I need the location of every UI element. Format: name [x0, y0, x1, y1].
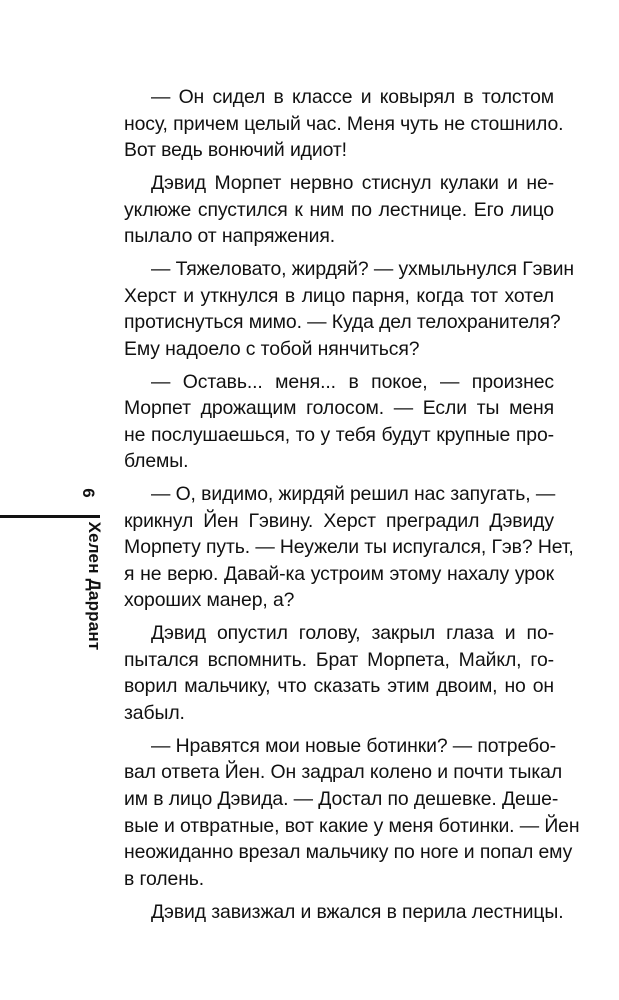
paragraph — [124, 170, 554, 250]
text-line: пытался вспомнить. Брат Морпета, Майкл, го- — [124, 648, 554, 671]
text-line: — Оставь... меня... в покое, — произнес — [151, 370, 554, 393]
text-line: забыл. — [124, 702, 185, 724]
text-line: им в лицо Дэвида. — Достал по дешевке. Деше- — [124, 787, 559, 810]
text-line: я не верю. Давай-ка устроим этому нахалу урок — [124, 562, 554, 585]
text-line: блемы. — [124, 450, 189, 473]
text-line: носу, причем целый час. Меня чуть не стошнило. — [124, 112, 564, 135]
page-number: 6 — [79, 488, 98, 498]
body-text — [124, 84, 580, 931]
running-head-author: Хелен Даррант — [85, 521, 104, 651]
text-line: — Тяжеловато, жирдяй? — ухмыльнулся Гэвин — [151, 257, 574, 280]
text-line: Дэвид опустил голову, закрыл глаза и по- — [151, 622, 554, 645]
paragraph — [124, 369, 554, 475]
text-line: вал ответа Йен. Он задрал колено и почти тыкал — [124, 761, 563, 784]
text-line: не послушаешься, то у тебя будут крупные про- — [124, 423, 554, 446]
text-line: пылало от напряжения. — [124, 225, 336, 248]
paragraph — [124, 481, 574, 614]
text-line: — Нравятся мои новые ботинки? — потребо- — [151, 734, 557, 757]
text-line: Морпету путь. — Неужели ты испугался, Гэв? Нет, — [124, 536, 574, 559]
text-line: хороших манер, а? — [124, 589, 295, 612]
text-line: вые и отвратные, вот какие у меня ботинки. — Йен — [124, 814, 580, 837]
text-line: — Он сидел в классе и ковырял в толстом — [151, 86, 554, 108]
text-line: крикнул Йен Гэвину. Херст преградил Дэвиду — [124, 509, 554, 532]
text-line: Морпет дрожащим голосом. — Если ты меня — [124, 397, 554, 420]
paragraph — [124, 256, 574, 362]
text-line: Херст и уткнулся в лицо парня, когда тот хотел — [124, 284, 554, 307]
text-line: уклюже спустился к ним по лестнице. Его лицо — [124, 198, 554, 221]
paragraph — [124, 620, 554, 726]
text-line: протиснуться мимо. — Куда дел телохранителя? — [124, 311, 561, 334]
paragraph — [124, 733, 580, 893]
text-line: — О, видимо, жирдяй решил нас запугать, — — [151, 483, 556, 506]
text-line: Вот ведь вонючий идиот! — [124, 139, 347, 162]
text-line: в голень. — [124, 867, 205, 890]
paragraph — [124, 84, 564, 164]
text-line: Дэвид Морпет нервно стиснул кулаки и не- — [151, 171, 554, 194]
text-line: неожиданно врезал мальчику по ноге и попал ему — [124, 841, 573, 864]
text-line: Дэвид завизжал и вжался в перила лестницы. — [151, 900, 564, 923]
text-line: ворил мальчику, что сказать этим двоим, но он — [124, 675, 554, 698]
text-line: Ему надоело с тобой нянчиться? — [124, 337, 420, 360]
paragraph — [124, 899, 564, 926]
